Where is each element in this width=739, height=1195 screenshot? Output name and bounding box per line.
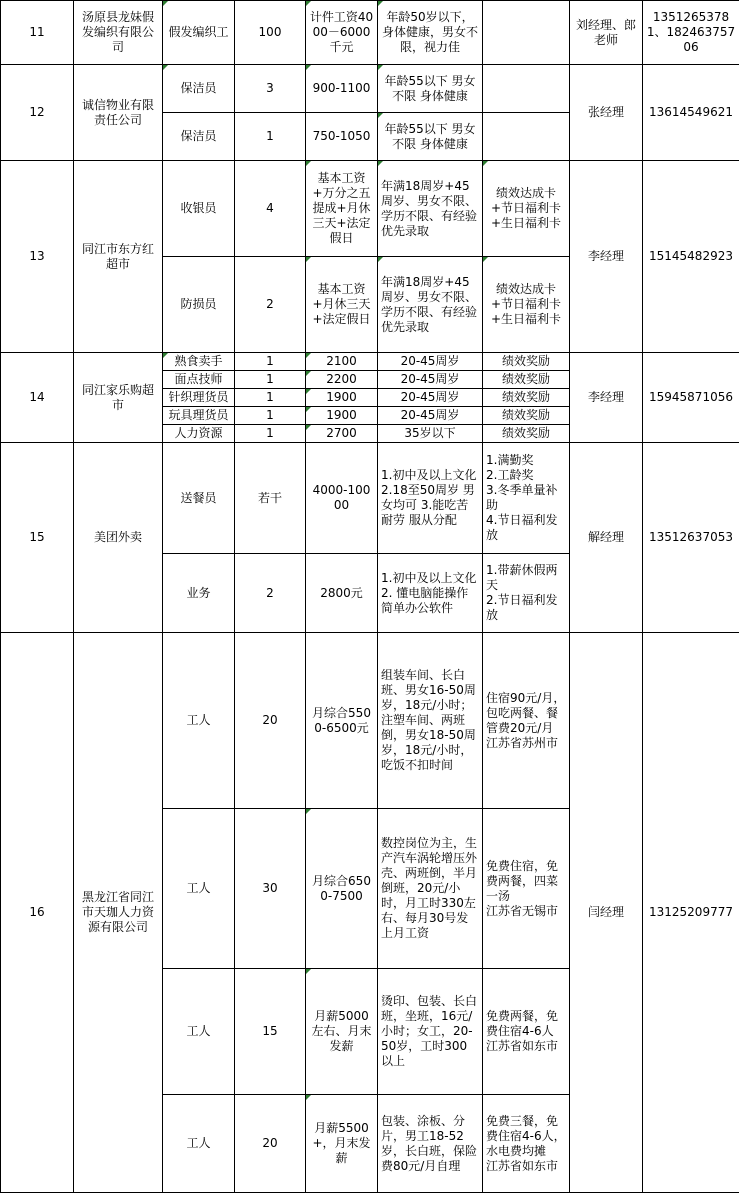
- job-benefit: 绩效达成卡+节日福利卡+生日福利卡: [483, 257, 570, 353]
- job-salary: 1900: [306, 407, 378, 425]
- contact-phone: 15945871056: [643, 353, 739, 443]
- job-requirement: 35岁以下: [378, 425, 483, 443]
- job-requirement: 年龄50岁以下，身体健康，男女不限，视力佳: [378, 1, 483, 65]
- job-count: 20: [235, 1095, 306, 1193]
- job-benefit: 住宿90元/月，包吃两餐、餐管费20元/月 江苏省苏州市: [483, 633, 570, 809]
- row-number: 11: [1, 1, 74, 65]
- contact-phone: 13614549621: [643, 65, 739, 161]
- job-requirement: 20-45周岁: [378, 407, 483, 425]
- job-requirement: 年满18周岁+45周岁、男女不限、学历不限、有经验优先录取: [378, 161, 483, 257]
- job-benefit: 绩效奖励: [483, 389, 570, 407]
- table-body: [1, 1, 739, 1193]
- job-requirement: 20-45周岁: [378, 389, 483, 407]
- table-row: [1, 353, 739, 371]
- job-title: 业务: [163, 554, 235, 633]
- job-count: 1: [235, 389, 306, 407]
- job-count: 100: [235, 1, 306, 65]
- contact-person: 李经理: [570, 353, 643, 443]
- job-count: 30: [235, 809, 306, 969]
- job-salary: 月综合6500-7500: [306, 809, 378, 969]
- job-count: 4: [235, 161, 306, 257]
- job-salary: 900-1100: [306, 65, 378, 113]
- job-salary: 1900: [306, 389, 378, 407]
- job-benefit: [483, 113, 570, 161]
- job-benefit: 绩效奖励: [483, 425, 570, 443]
- job-requirement: 包装、涂板、分片，男工18-52岁，长白班，保险费80元/月自理: [378, 1095, 483, 1193]
- job-salary: 4000-10000: [306, 443, 378, 554]
- job-salary: 月薪5500+，月末发薪: [306, 1095, 378, 1193]
- row-number: 13: [1, 161, 74, 353]
- job-count: 1: [235, 407, 306, 425]
- table-row: [1, 65, 739, 113]
- job-requirement: 年龄55以下 男女不限 身体健康: [378, 113, 483, 161]
- company-name: 汤原县龙妹假发编织有限公司: [74, 1, 163, 65]
- job-title: 送餐员: [163, 443, 235, 554]
- company-name: 同江市东方红超市: [74, 161, 163, 353]
- row-number: 14: [1, 353, 74, 443]
- job-count: 20: [235, 633, 306, 809]
- row-number: 16: [1, 633, 74, 1193]
- job-count: 1: [235, 353, 306, 371]
- contact-person: 刘经理、郎老师: [570, 1, 643, 65]
- job-requirement: 年龄55以下 男女不限 身体健康: [378, 65, 483, 113]
- contact-person: 闫经理: [570, 633, 643, 1193]
- contact-person: 李经理: [570, 161, 643, 353]
- job-benefit: 免费住宿，免费两餐，四菜一汤 江苏省无锡市: [483, 809, 570, 969]
- contact-phone: 15145482923: [643, 161, 739, 353]
- job-salary: 月薪5000左右、月末发薪: [306, 969, 378, 1095]
- contact-phone: 13125209777: [643, 633, 739, 1193]
- job-requirement: 数控岗位为主，生产汽车涡轮增压外壳、两班倒，半月倒班，20元/小时，月工时330左右、每月30号发上月工资: [378, 809, 483, 969]
- job-title: 保洁员: [163, 113, 235, 161]
- contact-person: 解经理: [570, 443, 643, 633]
- job-requirement: 年满18周岁+45周岁、男女不限、学历不限、有经验优先录取: [378, 257, 483, 353]
- job-title: 工人: [163, 633, 235, 809]
- job-title: 防损员: [163, 257, 235, 353]
- company-name: 黑龙江省同江市天珈人力资源有限公司: [74, 633, 163, 1193]
- job-salary: 2200: [306, 371, 378, 389]
- job-count: 2: [235, 554, 306, 633]
- contact-phone: 13512653781、18246375706: [643, 1, 739, 65]
- job-title: 假发编织工: [163, 1, 235, 65]
- job-benefit: 绩效奖励: [483, 371, 570, 389]
- contact-person: 张经理: [570, 65, 643, 161]
- company-name: 美团外卖: [74, 443, 163, 633]
- job-title: 面点技师: [163, 371, 235, 389]
- job-salary: 2100: [306, 353, 378, 371]
- job-count: 3: [235, 65, 306, 113]
- job-benefit: 绩效奖励: [483, 353, 570, 371]
- job-title: 玩具理货员: [163, 407, 235, 425]
- job-requirement: 1.初中及以上文化 2.18至50周岁 男女均可 3.能吃苦耐劳 服从分配: [378, 443, 483, 554]
- job-title: 收银员: [163, 161, 235, 257]
- job-title: 工人: [163, 969, 235, 1095]
- job-benefit: 1.带薪休假两天 2.节日福利发放: [483, 554, 570, 633]
- job-count: 1: [235, 371, 306, 389]
- job-title: 保洁员: [163, 65, 235, 113]
- job-requirement: 20-45周岁: [378, 353, 483, 371]
- contact-phone: 13512637053: [643, 443, 739, 633]
- job-benefit: 免费两餐，免费住宿4-6人 江苏省如东市: [483, 969, 570, 1095]
- job-salary: 计件工资4000－6000千元: [306, 1, 378, 65]
- job-salary: 2800元: [306, 554, 378, 633]
- job-title: 工人: [163, 809, 235, 969]
- job-benefit: 免费三餐，免费住宿4-6人，水电费均摊 江苏省如东市: [483, 1095, 570, 1193]
- job-title: 熟食卖手: [163, 353, 235, 371]
- table-row: [1, 161, 739, 257]
- job-requirement: 1.初中及以上文化 2. 懂电脑能操作简单办公软件: [378, 554, 483, 633]
- job-title: 针织理货员: [163, 389, 235, 407]
- job-benefit: 1.满勤奖 2.工龄奖 3.冬季单量补助 4.节日福利发放: [483, 443, 570, 554]
- job-benefit: [483, 1, 570, 65]
- job-requirement: 烫印、包装、长白班，坐班，16元/小时；女工，20-50岁，工时300以上: [378, 969, 483, 1095]
- job-benefit: [483, 65, 570, 113]
- job-count: 2: [235, 257, 306, 353]
- job-requirement: 组装车间、长白班、男女16-50周岁，18元/小时；注塑车间、两班倒，男女18-50周岁，18元/小时，吃饭不扣时间: [378, 633, 483, 809]
- job-salary: 750-1050: [306, 113, 378, 161]
- job-benefit: 绩效达成卡+节日福利卡+生日福利卡: [483, 161, 570, 257]
- job-requirement: 20-45周岁: [378, 371, 483, 389]
- job-title: 工人: [163, 1095, 235, 1193]
- row-number: 12: [1, 65, 74, 161]
- job-salary: 基本工资+万分之五提成+月休三天+法定假日: [306, 161, 378, 257]
- job-salary: 基本工资+月休三天+法定假日: [306, 257, 378, 353]
- job-title: 人力资源: [163, 425, 235, 443]
- job-count: 1: [235, 113, 306, 161]
- job-salary: 月综合5500-6500元: [306, 633, 378, 809]
- table-row: [1, 443, 739, 554]
- table-row: [1, 633, 739, 809]
- job-count: 1: [235, 425, 306, 443]
- job-count: 15: [235, 969, 306, 1095]
- row-number: 15: [1, 443, 74, 633]
- job-benefit: 绩效奖励: [483, 407, 570, 425]
- table-row: [1, 1, 739, 65]
- job-count: 若干: [235, 443, 306, 554]
- company-name: 同江家乐购超市: [74, 353, 163, 443]
- job-salary: 2700: [306, 425, 378, 443]
- company-name: 诚信物业有限责任公司: [74, 65, 163, 161]
